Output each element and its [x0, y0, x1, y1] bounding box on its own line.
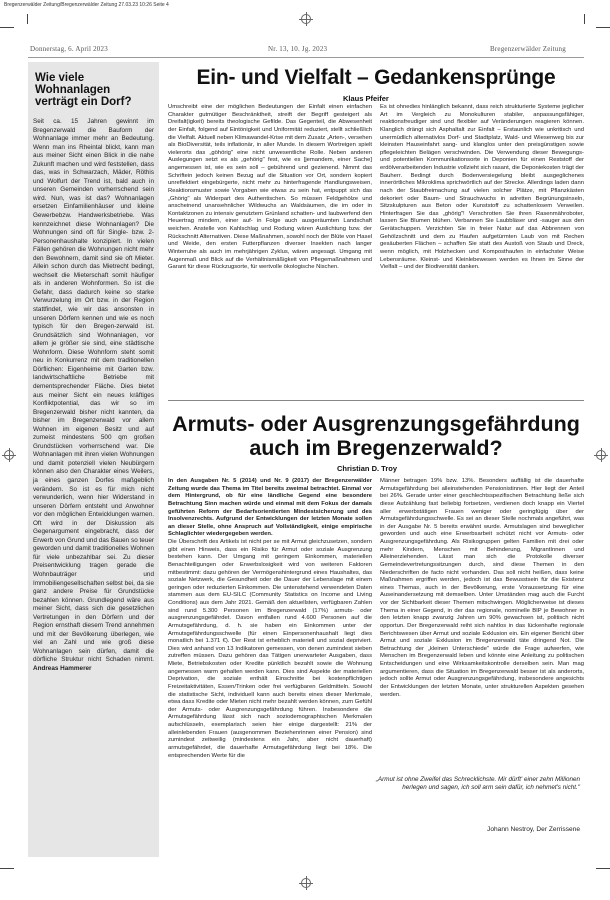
- article2-title: Armuts- oder Ausgrenzungsgefährdung auch im Bregenzerwald?: [172, 412, 580, 460]
- article2-column-2: [380, 478, 584, 770]
- crop-mark: [27, 14, 28, 24]
- registration-mark-right: [596, 450, 606, 460]
- sidebar-box: [28, 62, 159, 857]
- registration-mark-left: [4, 450, 14, 460]
- sidebar-author: Andreas Hammerer: [33, 665, 92, 672]
- article2-col1-text: Die Überschrift des Artikels ist nicht per se mit Armut gleichzusetzen, sondern gibt einen Hinweis, dass ein Risiko für Armut oder soziale Ausgrenzung bestehen kann. Der Umgang mit geringem Einkommen, materiellen Benachteiligungen oder Erwerbslosigkeit wird von weiteren Faktoren mitbestimmt: dazu gehören der Vermögenshintergrund eines Haushaltes, das soziale Netzwerk, die Gesundheit oder die Dauer der Lebenslage mit einem geringen oder reduzierten Einkommen. Die untenstehend verwendeten Daten stammen aus dem EU-SILC (Community Statistics on Income and Living Conditions) aus dem Jahr 2021. Gemäß den aktuellsten, verfügbaren Zahlen sind rund 5.300 Personen im Bregenzerwald (17%) armuts- oder ausgrenzungsgefährdet. Davon entfallen rund 4.600 Personen auf die Armutsgefährdung, d. h. sie haben ein Einkommen unter der Armutsgefährdungsschwelle (für einen Einpersonenhaushalt liegt dies monatlich bei 1.371 €). Der Rest ist erheblich materiell und sozial depriviert. Dies wird anhand von 13 Indikatoren gemessen, von denen zumindest sieben zutreffen müssen. Dazu gehören das Tätigen unerwarteter Ausgaben, dass Miete, Betriebskosten oder Kredite pünktlich bezahlt sowie die Wohnung angemessen warm gehalten werden kann. Dies sind Aspekte der materiellen Deprivation, die soziale enthält Einschnitte bei kostenpflichtigen Freizeitaktivitäten, Essen/Trinken oder frei verfügbaren Geldmitteln. Sowohl die statistische Sicht, individuell kann auch bereits eines dieser Merkmale, etwa dass Kredite oder Mieten nicht mehr bezahlt werden können, zum Gefühl der Armuts- oder Ausgrenzungsgefährdung führen. Insbesondere die Armutsgefährdung lässt sich nach soziodemographischen Merkmalen aufschlüsseln, exemplarisch seien hier einige dargestellt: 21% der alleinlebenden Frauen (ausgenommen Beziehenrinnen einer Pension) sind zumindest zeitweilig (mindestens ein Jahr, aber nicht dauerhaft) armutsgefährdet, die dauerhafte Armutsgefährdung liegt bei 18%. Die entsprechenden Werte für die: [168, 539, 372, 759]
- article2-col2-text: Männer betragen 19% bzw. 13%. Besonders auffällig ist die dauerhafte Armutsgefährdung bei alleinstehenden Pensionistinnen. Hier liegt der Anteil bei 26%. Gerade unter einer geschlechtsspezifischen Betrachtung ließe sich diese Aufzählung fast beliebig fortsetzen, verdienen doch knapp ein Viertel aller erwerbstätigen Frauen weniger oder geringfügig über der Armutsgefährdungsschwelle. Es sei an dieser Stelle nochmals angeführt, was in der Ausgabe Nr. 5 bereits erwähnt wurde. Armutslagen sind beweglicher geworden und auch eine Erwerbsarbeit schützt nicht vor Armuts- oder Ausgrenzungsgefährdung. Als Risikogruppen gelten Familien mit drei oder mehr Kindern, Menschen mit Behinderung, MigrantInnen und Alleinerziehenden. Lässt man sich die Protokolle diverser Gemeindevertretungssitzungen durch, sind diese Themen in den Niederschriften de facto nicht vorhanden. Das soll nicht heißen, dass keine Maßnahmen ergriffen werden, jedoch ist das Bewusstsein für die Existenz eines Themas, auch in der Bevölkerung, erste Voraussetzung für eine Auseinandersetzung mit demselben. Unter Umständen mag auch die Furcht vor der Sichtbarkeit dieser Themen mitschwingen. Möglicherweise ist dieses Thema in einer Gegend, in der das regionale, nominelle BIP je Bewohner in den letzten knapp zwanzig Jahren um 90% gewachsen ist, politisch nicht opportun. Der Bregenzerwald reiht sich nahtlos in das lückenhafte regionale Berichtswesen über Armut und soziale Exklusion ein. Ein eigener Bericht über Armut und soziale Exklusion im Bregenzerwald täte dringend Not. Die Betrachtung der „kleinen Unterschiede" würde die Frage aufwerfen, wie Menschen im Bregenzerwald leben und könnte eine Anleitung zu politischen Entscheidungen und eine Wirksamkeitskontrolle derselben sein. Man mag argumentieren, dass die Situation im Bregenzerwald besser ist als anderorts, jedoch sollte Armut oder Ausgrenzungsgefährdung, insbesondere angesichts der Entwicklungen der letzten Monate, unter strukturellen Aspekten gesehen werden.: [380, 478, 584, 698]
- article1-title: Ein- und Vielfalt – Gedankensprünge: [196, 66, 556, 89]
- quote-author: Johann Nestroy, Der Zerrissene: [487, 826, 580, 833]
- registration-mark-top: [301, 14, 311, 24]
- article1-author: Klaus Pfeifer: [343, 94, 389, 103]
- crop-mark: [596, 868, 610, 869]
- header-issue: Nr. 13, 10. Jg. 2023: [268, 45, 328, 53]
- crop-mark: [0, 27, 14, 28]
- header-rule: [28, 57, 584, 58]
- article2-lead: In den Ausgaben Nr. 5 (2014) und Nr. 9 (2017) der Bregenzerwälder Zeitung wurde das Thema im Titel bereits zweimal betrachtet. Einmal vor dem Hintergrund, ob für eine ländliche Gegend eine besondere Betrachtung Sinn machen würde und einmal mit dem Fokus der damals geführten Reform der Bedarfsorientierten Mindestsicherung und des Insolvenzrechts. Aufgrund der Entwicklungen der letzten Monate sollen an dieser Stelle, ohne Anspruch auf Vollständigkeit, einige empirische Schlaglichter wiedergegeben werden.: [168, 478, 372, 538]
- article1-col1-text: Umschreibt eine der möglichen Bedeutungen der Einfalt einen einfachen Charakter gutmütiger Beschränktheit, streift der Begriff gesteigert als Dreifalt(igkeit) bereits theologische Gefilde. Das Gegenteil, die Abwesenheit der Einfalt, folgend auf Eintönigkeit und Uniformität reduziert, stellt schließlich die Vielfalt. Aktuell neben Klimawandel-Krise mit dem Zusatz „Arten-, versehen als BioDiversität, teils inflationär, in aller Munde. In diesem Wortreigen spielt vielerorts das „göhörig" eine nicht unwesentliche Rolle. Neben anderen Auslegungen setzt es als „gehörig" fest, wie es [jemandem, einer Sache] angemessen ist, wie es sein soll – gebührend und gezienend. Nimmt das Schriftein jedoch keinen Bezug auf die Situation vor Ort, sondern kopiert unreflektiert eingebürgerte, nicht mehr zu hinterfragende Handlungsweisen, Reaktionsmuster sowie Vorgaben wie etwas zu sein hat, entpuppt sich das „Ghörig" als Widerpart des Authentischen. So müssen Feldgehölze und anscheinend unansehnlicher Wildwuchs an Waldsäumen, die im oder in Kontaktzonen zu intensiv genutztem Grünland schatten- und laubwerfend den Heuertrag mindern, einer auf- in Folge auch ausgeräumten Landschaft weichen. Anstelle von Kahlschlag und Rodung wären Auslichtung bzw. der Rückschnitt Alternativen. Diese Maßnahmen, sowohl noch der Blüte von Hasel und Weide, den ersten Futterpflanzen diverser Insekten nach langer Winterruhe als auch im mehrjährigen Zyklus, wären angesagt. Umgang mit Augenmaß und Blick auf die Verhältnismäßigkeit von Pflegemaßnahmen und Garant für diese Rückzugsorte, für wertvolle ökologische Nischen.: [168, 104, 372, 271]
- article2-author: Christian D. Troy: [337, 464, 398, 473]
- crop-mark: [596, 27, 610, 28]
- header-paper: Bregenzerwälder Zeitung: [490, 45, 566, 53]
- article1-column-2: [380, 104, 584, 396]
- sidebar-text: Seit ca. 15 Jahren gewinnt im Bregenzerwald die Bauform der Wohnanlage immer mehr an Bedeutung. Wenn man ins Rheintal blickt, kann man aus meiner Sicht einen Blick in die nahe Zukunft machen und wird feststellen, dass das, was in Schwarzach, Mäder, Röthis und Wolfurt der Trend ist, bald auch in unseren Gemeinden vorherrschend sein wird. Nun, was ist das? Wohnanlagen ersetzen Einfamilienhäuser und kleine Gewerbebzw. Handwerksbetriebe. Was kennzeichnet diese Wohnanlagen? Die Wohnungen sind oft für Single- bzw. 2-Personenhaushalte konzipiert. In vielen Fällen gehören die Wohnungen nicht mehr den Bewohnern, damit sind sie oft Mieter. Allein schon durch das Mietrecht bedingt, wechselt die Mieterschaft somit häufiger als in anderen Wohnformen. So ist die Gefahr, dass dadurch keine so starke Verwurzelung im Ort bzw. in der Region stattfindet, wie wir das ansonsten in unseren Dörfern kennen und wie es noch typisch für den Bregen-zerwald ist. Grundsätzlich sind Wohnanlagen, vor allem je größer sie sind, eine städtische Wohnform. Diese Wohnform steht somit neu in Konkurrenz mit dem traditionellen Dörflichen: Eigenheime mit Garten bzw. landwirtschaftliche Betriebe mit dementsprechender Fläche. Dies bietet aus meiner Sicht ein neues kräftiges Konfliktpotential, das wir so im Bregenzerwald bisher nicht kannten, da bisher im Bregenzerwald vor allem Wohnen im eigenen Besitz und auf zumeist mindestens 500 qm großen Grundstücken vorherrschend war. Die Wohnanlagen mit ihren vielen Wohnungen und damit potenziell vielen Neubürgern können also den Charakter eines Weilers, ja eines ganzen Dorfes maßgeblich verändern. So ist es für mich nicht verwunderlich, wenn hier Widerstand in unseren Dörfern entsteht und Anwohner vor den möglichen Entwicklungen warnen. Oft wird in der Diskussion als Gegenargument eingebracht, dass der Erwerb von Grund und das Bauen so teuer geworden und damit traditionelles Wohnen für viele unbezahlbar sei. Zu dieser Preisentwicklung tragen gerade die Wohnbauträger und Immobiliengesellschaften selbst bei, da sie ganz andere Preise für Grundstücke bezahlen können. Grundlegend wäre aus meiner Sicht, dass sich die gesetzlichen Vertretungen in den Dörfern und der Region ernsthaft diesem Trend annehmen und mit der Bevölkerung überlegen, wie viel an Zahl und wie groß diese Wohnanlagen sein dürfen, damit die dörfliche Struktur nicht Schaden nimmt.: [33, 118, 154, 664]
- article1-column-1: [168, 104, 372, 396]
- quote-text: „Armut ist ohne Zweifel das Schrecklichste. Mir dürft' einer zehn Millionen herlegen und sagen, ich soll arm sein dafür, ich nehmet's nicht.": [375, 776, 580, 792]
- article-separator: [168, 400, 584, 401]
- crop-mark: [584, 14, 585, 24]
- header-date: Donnerstag, 6. April 2023: [30, 45, 108, 53]
- article2-column-1: [168, 478, 372, 860]
- crop-mark: [0, 868, 14, 869]
- registration-mark-bottom: [301, 878, 311, 888]
- print-slug: Bregenzerwälder Zeitung/Bregenzerwälder Zeitung 27.03.23 10:26 Seite 4: [4, 2, 169, 8]
- article1-col2-text: Es ist ohnedies hinlänglich bekannt, dass reich strukturierte Systeme jeglicher Art im Vergleich zu Monokulturen stabiler, anpassungsfähiger, reaktionsfreudiger sind und flexibler auf Veränderungen reagieren können. Klanglich drängt sich Asphaltalt zur Einfalt – Erstaunlich wie unkritisch und unermüdlich alternativlos Dorf- und Stadtplatz, Wald- und Wiesenweg bis zur kleinsten Hauseinfahrt sang- und klanglos unter den preisgünstigen sowie pflegeleichten Belägen verschwinden. Die Verwendung dieser Bewegungs- und potentiellen Kommunikationsorte in Deponien für einen Reststoff der erdölverarbeitenden Industrie vollzieht sich rasant, die Deponiekosten trägt der Bauherr. Bedingt durch Bodenversiegelung bleibt ausgeglichenes innerörtliches Mikroklima sprichwörtlich auf der Strecke. Allerdings laden dann nach der Staubfreimachung auf vielen solcher Plätze, mit Pflanzkästen dekoriert oder Baum- und Strauchwuchs in adretten Begrünungsinseln, Sitzskulpturen aus Beton oder Kunststoff zu schattenlosem Verweilen. Hinterfragen Sie das „ghörig"! Verschrotten Sie ihren Rasenmähroboter, lassen Sie Blumen blühen. Verbannen Sie Laubbläser und -sauger aus den Gerätschuppen. Verzichten Sie in freier Natur auf das Abbrennen von Gehölzschnitt und dem zu Haufen aufgetürmten Laub von mit Rechen gesäuberten Flächen – schaffen Sie statt des Austoß von Staub und Dreck, wenn möglich, mit Holzhecken und Komposthaufen in einfachster Weise Lebensräume. Kleinst- und Kleinlebewesen werden es Ihnen im Sinne der Vielfalt – und der Biodiversität danken.: [380, 104, 584, 271]
- sidebar-body: [33, 118, 154, 674]
- sidebar-title: Wie viele Wohnanlagen verträgt ein Dorf?: [35, 72, 132, 108]
